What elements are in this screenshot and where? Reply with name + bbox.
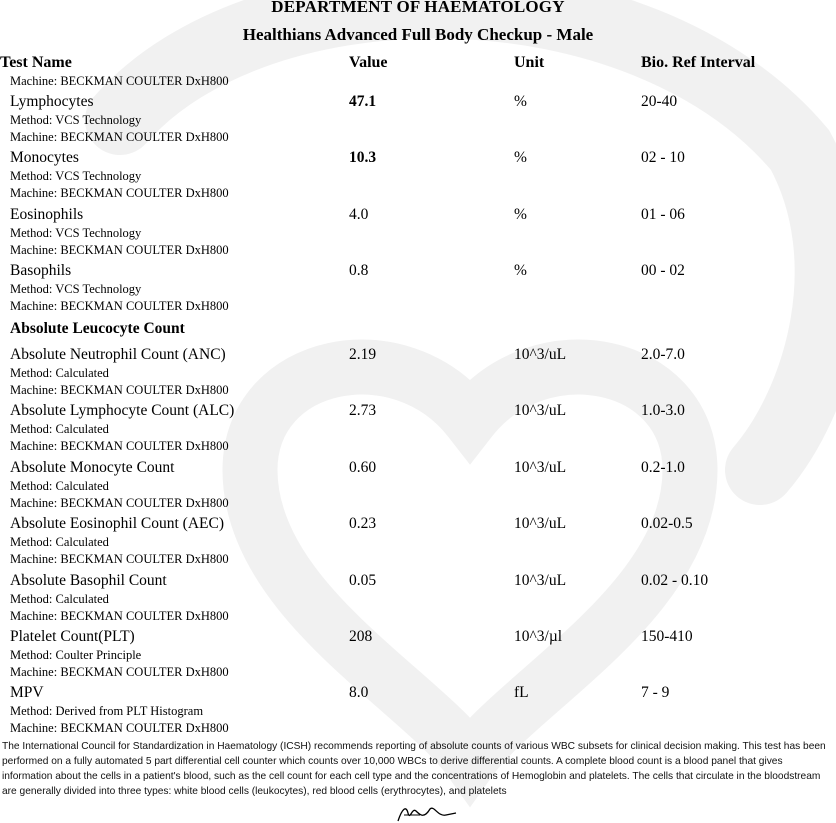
test-method: Method: Calculated [10,591,109,606]
test-machine: Machine: BECKMAN COULTER DxH800 [10,721,229,736]
test-method: Method: VCS Technology [10,225,142,240]
test-ref: 0.2-1.0 [641,458,685,476]
test-value: 0.23 [349,515,377,533]
test-machine: Machine: BECKMAN COULTER DxH800 [10,664,229,679]
test-name: Absolute Basophil Count [10,571,167,589]
test-method: Method: Calculated [10,535,109,550]
test-name: Eosinophils [10,205,84,223]
section-title-absolute-count: Absolute Leucocyte Count [10,320,185,337]
test-value: 2.19 [349,346,377,363]
test-unit: 10^3/uL [514,346,567,363]
test-value: 4.0 [349,205,369,223]
test-value: 8.0 [349,684,369,702]
test-ref: 0.02-0.5 [641,515,693,533]
test-machine: Machine: BECKMAN COULTER DxH800 [10,242,229,257]
test-ref: 02 - 10 [641,149,685,167]
test-machine: Machine: BECKMAN COULTER DxH800 [10,439,229,454]
test-row [0,130,836,201]
test-name: Monocytes [10,149,79,167]
test-value: 0.60 [349,458,377,476]
department-title: DEPARTMENT OF HAEMATOLOGY [271,0,565,16]
test-machine: Machine: BECKMAN COULTER DxH800 [10,299,229,314]
test-value: 2.73 [349,402,377,420]
test-ref: 1.0-3.0 [641,402,685,420]
test-name: Absolute Eosinophil Count (AEC) [10,515,224,533]
header-test-name: Test Name [0,54,72,71]
test-name: MPV [10,684,44,702]
test-row [0,665,836,736]
test-row [0,327,836,397]
test-value: 47.1 [349,93,377,110]
test-unit: 10^3/uL [514,571,567,589]
test-ref: 150-410 [641,627,693,645]
differential-rows [0,74,836,314]
signature [390,803,460,823]
test-machine: Machine: BECKMAN COULTER DxH800 [10,186,229,201]
test-method: Method: Calculated [10,478,109,493]
test-machine: Machine: BECKMAN COULTER DxH800 [10,552,229,567]
test-ref: 20-40 [641,93,678,110]
test-ref: 0.02 - 0.10 [641,571,709,589]
header-value: Value [349,54,388,71]
test-unit: % [514,93,527,110]
test-machine: Machine: BECKMAN COULTER DxH800 [10,130,229,144]
test-name: Absolute Monocyte Count [10,458,175,476]
test-row [0,74,836,144]
test-unit: % [514,262,527,280]
test-ref: 01 - 06 [641,205,685,223]
checkup-title: Healthians Advanced Full Body Checkup - Male [242,25,594,44]
test-ref: 00 - 02 [641,262,685,280]
test-unit: 10^3/uL [514,515,567,533]
test-unit: % [514,205,527,223]
test-machine: Machine: BECKMAN COULTER DxH800 [10,495,229,510]
test-method: Method: Calculated [10,366,109,380]
test-value: 0.05 [349,571,377,589]
test-value: 10.3 [349,149,377,167]
test-unit: 10^3/uL [514,458,567,476]
test-name: Absolute Neutrophil Count (ANC) [10,346,226,363]
test-method: Method: Calculated [10,422,109,437]
test-value: 0.8 [349,262,369,280]
test-name: Lymphocytes [10,93,94,110]
test-name: Platelet Count(PLT) [10,627,135,645]
absolute-rows [0,327,836,736]
test-machine: Machine: BECKMAN COULTER DxH800 [10,608,229,623]
test-row [0,496,836,567]
test-machine: Machine: BECKMAN COULTER DxH800 [10,383,229,397]
test-row [0,553,836,623]
test-name: Absolute Lymphocyte Count (ALC) [10,402,235,420]
test-row [0,187,836,257]
test-unit: % [514,149,527,167]
footnote-text: The International Council for Standardization in Haematology (ICSH) recommends reporting of absolute counts of various WBC subsets for clinical decision making. This test has been performed on a fully automated 5 part differential cell counter which counts over 10,000 WBCs to derive differential counts. A complete blood count is a blood panel that gives information about the cells in a patient's blood, such as the cell count for each cell type and the concentrations of Hemoglobin and platelets. The cells that circulate in the bloodstream are generally divided into three types: white blood cells (leukocytes), red blood cells (erythrocytes), and platelets [2,741,826,797]
table-header [0,54,836,74]
test-unit: 10^3/µl [514,627,563,645]
header-unit: Unit [514,54,545,71]
machine-note: Machine: BECKMAN COULTER DxH800 [10,74,229,88]
test-unit: fL [514,684,529,702]
test-unit: 10^3/uL [514,402,567,420]
test-row [0,243,836,314]
header-ref-interval: Bio. Ref Interval [641,54,756,71]
test-method: Method: VCS Technology [10,282,142,297]
test-row [0,383,836,454]
test-method: Method: Coulter Principle [10,647,142,662]
test-method: Method: VCS Technology [10,169,142,184]
test-name: Basophils [10,262,72,280]
test-ref: 2.0-7.0 [641,346,685,363]
test-value: 208 [349,627,373,645]
test-method: Method: Derived from PLT Histogram [10,704,204,719]
test-method: Method: VCS Technology [10,113,142,127]
test-row [0,440,836,510]
test-row [0,609,836,679]
test-ref: 7 - 9 [641,684,670,702]
